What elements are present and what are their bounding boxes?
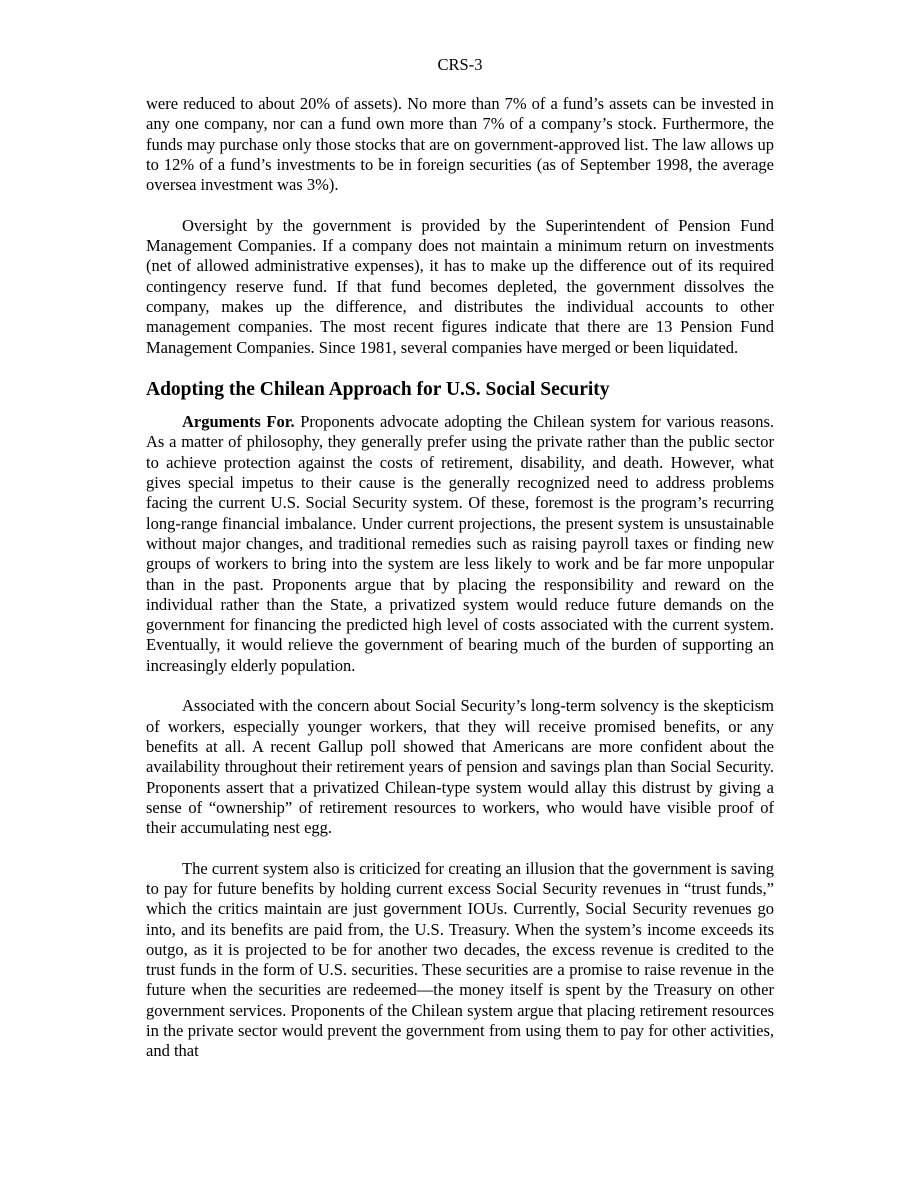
document-body [146,94,774,1082]
paragraph-fund-limits: were reduced to about 20% of assets). No more than 7% of a fund’s assets can be invested in any one company, nor can a fund own more than 7% of a company’s stock. Furthermore, the funds may purchase only those stocks that are on government-approved list. The law allows up to 12% of a fund’s investments to be in foreign securities (as of September 1998, the average oversea investment was 3%). [146,94,774,195]
paragraph-arguments-for [146,412,774,676]
paragraph-skepticism: Associated with the concern about Social Security’s long-term solvency is the skepticism of workers, especially younger workers, that they will receive promised benefits, or any benefits at all. A recent Gallup poll showed that Americans are more confident about the availability throughout their retirement years of pension and savings plan than Social Security. Proponents assert that a privatized Chilean-type system would allay this distrust by giving a sense of “ownership” of retirement resources to workers, who would have visible proof of their accumulating nest egg. [146,696,774,838]
run-in-heading: Arguments For. [182,412,295,432]
paragraph-trust-funds: The current system also is criticized for creating an illusion that the government is saving to pay for future benefits by holding current excess Social Security revenues in “trust funds,” which the critics maintain are just government IOUs. Currently, Social Security revenues go into, and its benefits are paid from, the U.S. Treasury. When the system’s income exceeds its outgo, as it is projected to be for another two decades, the excess revenue is credited to the trust funds in the form of U.S. securities. These securities are a promise to raise revenue in the future when the securities are redeemed—the money itself is spent by the Treasury on other government services. Proponents of the Chilean system argue that placing retirement resources in the private sector would prevent the government from using them to pay for other activities, and that [146,858,774,1061]
page-number: CRS-3 [437,55,483,74]
paragraph-arguments-for-text: Proponents advocate adopting the Chilean system for various reasons. As a matter of philosophy, they generally prefer using the private rather than the public sector to achieve protection against the costs of retirement, disability, and death. However, what gives special impetus to their cause is the generally recognized need to address problems facing the current U.S. Social Security system. Of these, foremost is the program’s recurring long-range financial imbalance. Under current projections, the present system is unsustainable without major changes, and traditional remedies such as raising payroll taxes or finding new groups of workers to bring into the system are less likely to work and be far more unpopular than in the past. Proponents argue that by placing the responsibility and reward on the individual rather than the State, a privatized system would reduce future demands on the government for financing the predicted high level of costs associated with the current system. Eventually, it would relieve the government of bearing much of the burden of supporting an increasingly elderly population. [146,412,775,675]
paragraph-oversight: Oversight by the government is provided by the Superintendent of Pension Fund Management Companies. If a company does not maintain a minimum return on investments (net of allowed administrative expenses), it has to make up the difference out of its required contingency reserve fund. If that fund becomes depleted, the government dissolves the company, makes up the difference, and distributes the individual accounts to other management companies. The most recent figures indicate that there are 13 Pension Fund Management Companies. Since 1981, several companies have merged or been liquidated. [146,215,774,357]
section-heading: Adopting the Chilean Approach for U.S. Social Security [146,379,610,401]
page-header [146,55,774,75]
